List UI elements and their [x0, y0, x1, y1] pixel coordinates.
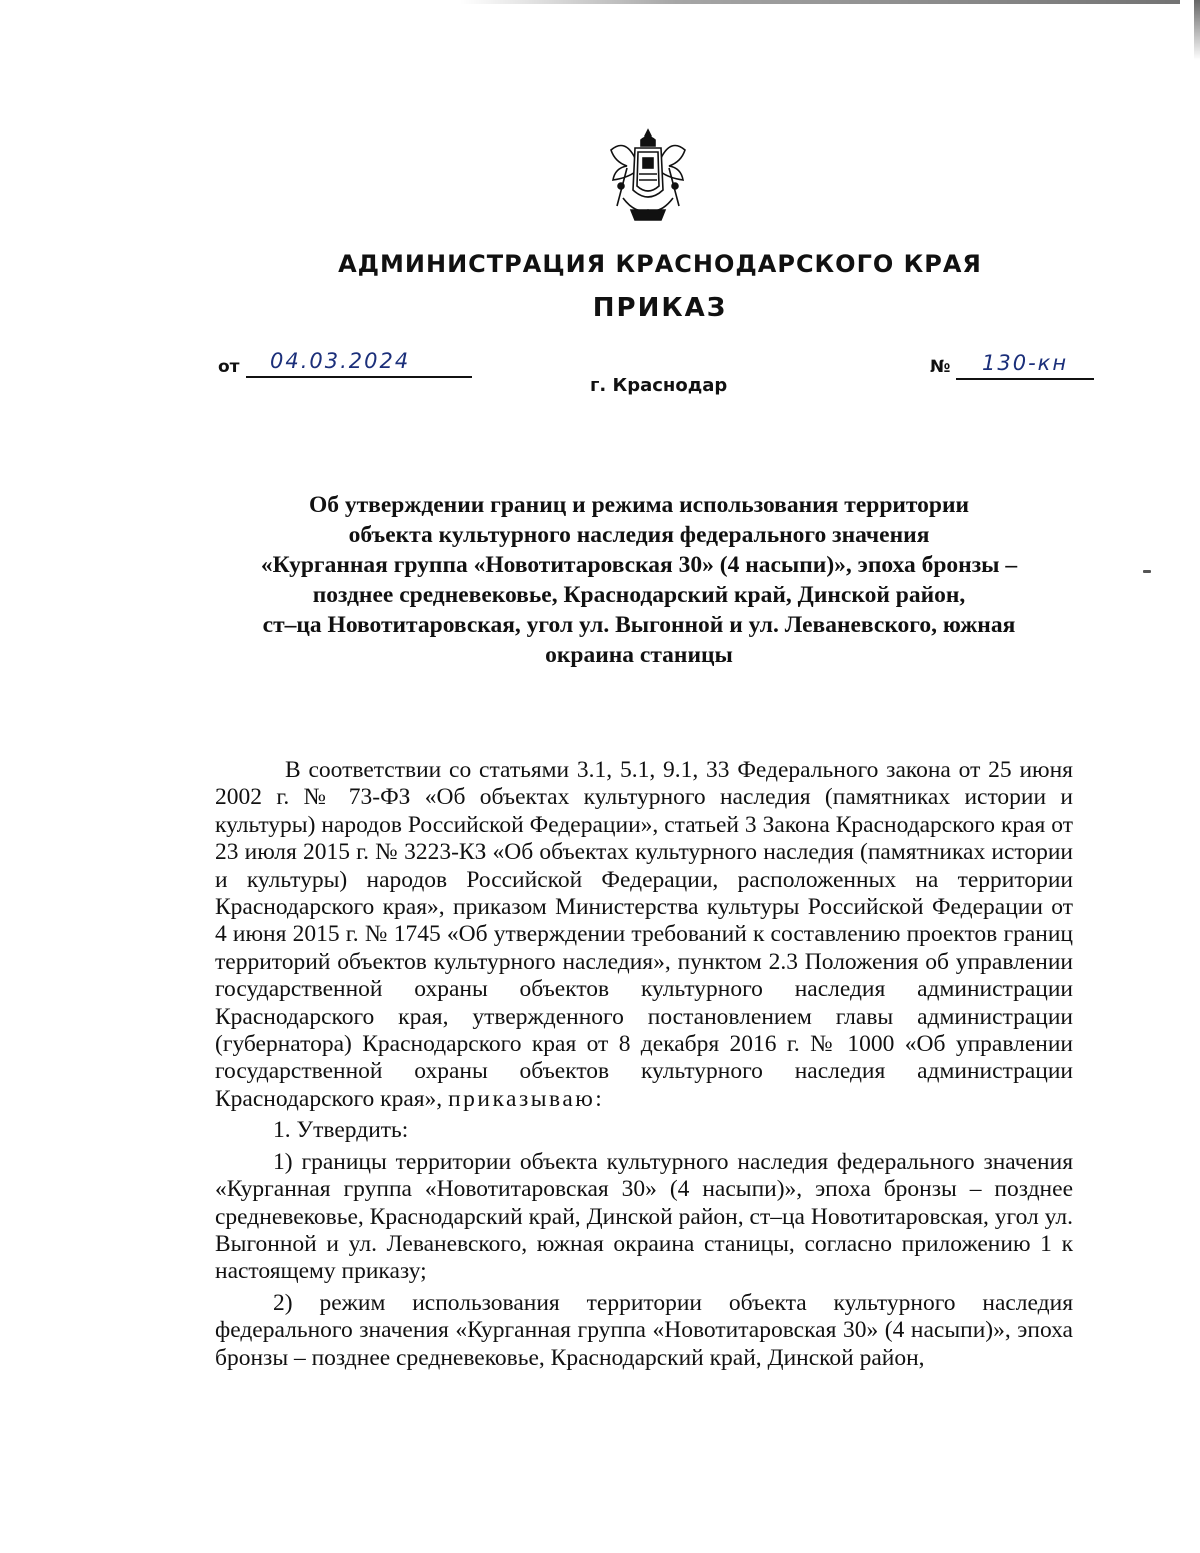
scan-margin-mark [1143, 570, 1151, 573]
scan-edge-top [460, 0, 1180, 4]
document-body [215, 757, 1073, 1372]
number-prefix-label: № [930, 357, 951, 377]
city-label: г. Краснодар [590, 375, 728, 396]
number-handwritten-value: 130-кн [982, 351, 1069, 375]
preamble-paragraph [215, 757, 1073, 1113]
item-1-1: 1) границы территории объекта культурного наследия федерального значения «Курганная группа «Новотитаровская 30» (4 насыпи)», эпоха бронзы – позднее средневековье, Краснодарский край, Динской район, ст–ца Новотитаровская, угол ул. Выгонной и ул. Леваневского, южная окраина станицы, согласно приложению 1 к настоящему приказу; [215, 1148, 1073, 1285]
title-line: окраина станицы [545, 642, 733, 668]
date-prefix-label: от [218, 357, 240, 377]
title-line: объекта культурного наследия федерального значения [348, 522, 930, 548]
organization-name: АДМИНИСТРАЦИЯ КРАСНОДАРСКОГО КРАЯ [338, 250, 982, 278]
title-line: ст–ца Новотитаровская, угол ул. Выгонной и ул. Леваневского, южная [262, 612, 1016, 638]
scan-edge-right [1194, 0, 1200, 60]
preamble-text: В соответствии со статьями 3.1, 5.1, 9.1, 33 Федерального закона от 25 июня 2002 г. № 73-ФЗ «Об объектах культурного наследия (памятниках истории и культуры) народов Российской Федерации», статьей 3 Закона Краснодарского края от 23 июля 2015 г. № 3223-КЗ «Об объектах культурного наследия (памятниках истории и культуры) народов Российской Федерации, расположенных на территории Краснодарского края», приказом Министерства культуры Российской Федерации от 4 июня 2015 г. № 1745 «Об утверждении требований к составлению проектов границ территорий объектов культурного наследия», пунктом 2.3 Положения об управлении государственной охраны объектов культурного наследия администрации Краснодарского края, утвержденного постановлением главы администрации (губернатора) Краснодарского края от 8 декабря 2016 г. № 1000 «Об управлении государственной охраны объектов культурного наследия администрации Краснодарского края», [215, 757, 1073, 1112]
order-word: приказываю: [448, 1085, 605, 1112]
document-type: ПРИКАЗ [592, 293, 728, 323]
document-title [210, 490, 1068, 670]
title-line: Об утверждении границ и режима использования территории [308, 492, 970, 518]
item-1: 1. Утвердить: [273, 1117, 409, 1144]
coat-of-arms-emblem-icon [605, 128, 691, 224]
title-line: позднее средневековье, Краснодарский край, Динской район, [312, 582, 966, 608]
item-1-2: 2) режим использования территории объекта культурного наследия федерального значения «Курганная группа «Новотитаровская 30» (4 насыпи)», эпоха бронзы – позднее средневековье, Краснодарский край, Динской район, [215, 1289, 1073, 1371]
title-line: «Курганная группа «Новотитаровская 30» (4 насыпи)», эпоха бронзы – [260, 552, 1018, 578]
date-handwritten-value: 04.03.2024 [270, 349, 411, 373]
